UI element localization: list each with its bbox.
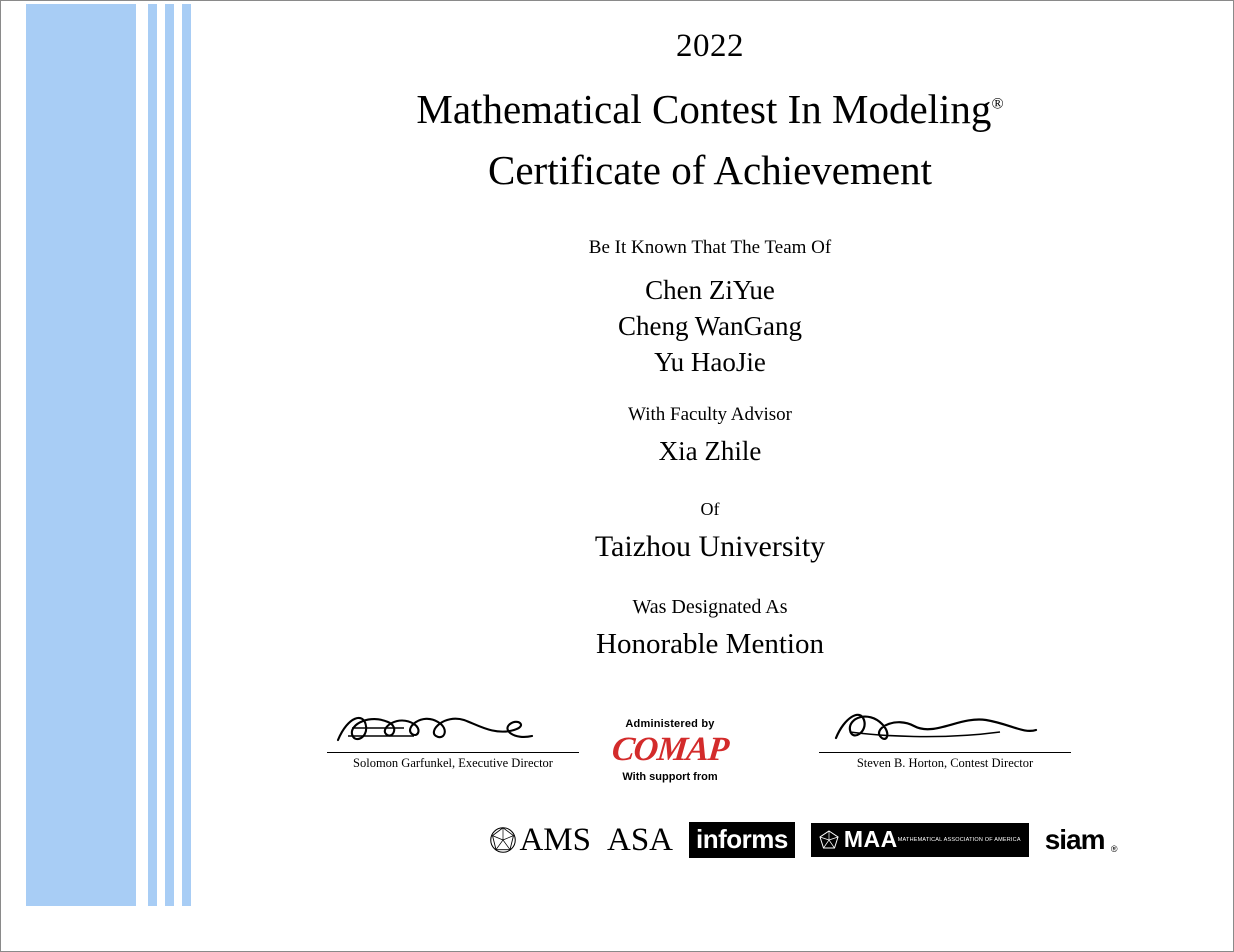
signature-caption: Solomon Garfunkel, Executive Director — [353, 756, 553, 770]
administered-by-label: Administered by — [625, 718, 715, 730]
ams-label: AMS — [519, 821, 591, 858]
team-members-list — [200, 273, 1220, 380]
institution-label: Of — [700, 499, 720, 520]
sponsor-logo-row — [400, 812, 1206, 868]
with-support-from-label: With support from — [622, 771, 718, 783]
siam-registered-mark: ® — [1110, 844, 1117, 854]
signature-right — [810, 700, 1080, 771]
designation-label: Was Designated As — [632, 596, 788, 619]
team-label: Be It Known That The Team Of — [588, 236, 832, 258]
signature-line — [819, 752, 1071, 753]
maa-label: MAA — [843, 826, 898, 852]
team-member-name: Yu HaoJie — [654, 346, 766, 377]
contest-title — [200, 86, 1220, 133]
siam-label: siam — [1044, 824, 1105, 855]
decorative-bar-thin-2 — [165, 4, 174, 906]
sponsor-logo-siam — [1045, 824, 1117, 856]
maa-top — [819, 826, 898, 853]
decorative-bar-thin-3 — [182, 4, 191, 906]
asa-label: ASA — [607, 821, 674, 858]
registered-trademark-mark: ® — [991, 95, 1004, 113]
ams-polyhedron-icon — [489, 826, 517, 854]
maa-icosahedron-icon — [819, 830, 839, 850]
advisor-name: Xia Zhile — [658, 436, 762, 467]
sponsor-logo-asa — [607, 822, 673, 859]
comap-block — [600, 718, 740, 783]
certificate-subtitle: Certificate of Achievement — [488, 147, 932, 194]
comap-logo: COMAP — [610, 731, 730, 768]
award-name: Honorable Mention — [596, 628, 824, 661]
contest-title-text: Mathematical Contest In Modeling — [416, 86, 992, 133]
signature-ink-icon — [810, 700, 1080, 752]
sponsor-logo-ams — [489, 822, 591, 859]
signature-left — [318, 700, 588, 771]
signature-ink-icon — [318, 700, 588, 752]
advisor-label: With Faculty Advisor — [628, 404, 792, 426]
signature-line — [327, 752, 579, 753]
signature-caption: Steven B. Horton, Contest Director — [856, 756, 1034, 770]
contest-year: 2022 — [676, 28, 744, 64]
team-member-name: Cheng WanGang — [617, 311, 803, 341]
sponsor-logo-informs — [689, 822, 795, 858]
decorative-bar-thin-1 — [148, 4, 157, 906]
sponsor-logo-maa — [811, 823, 1029, 857]
decorative-bar-wide — [26, 4, 136, 906]
institution-name: Taizhou University — [594, 530, 826, 564]
informs-label: informs — [696, 824, 788, 854]
team-member-name: Chen ZiYue — [645, 275, 775, 306]
maa-sublabel: MATHEMATICAL ASSOCIATION OF AMERICA — [897, 837, 1021, 843]
certificate-content — [200, 0, 1220, 952]
